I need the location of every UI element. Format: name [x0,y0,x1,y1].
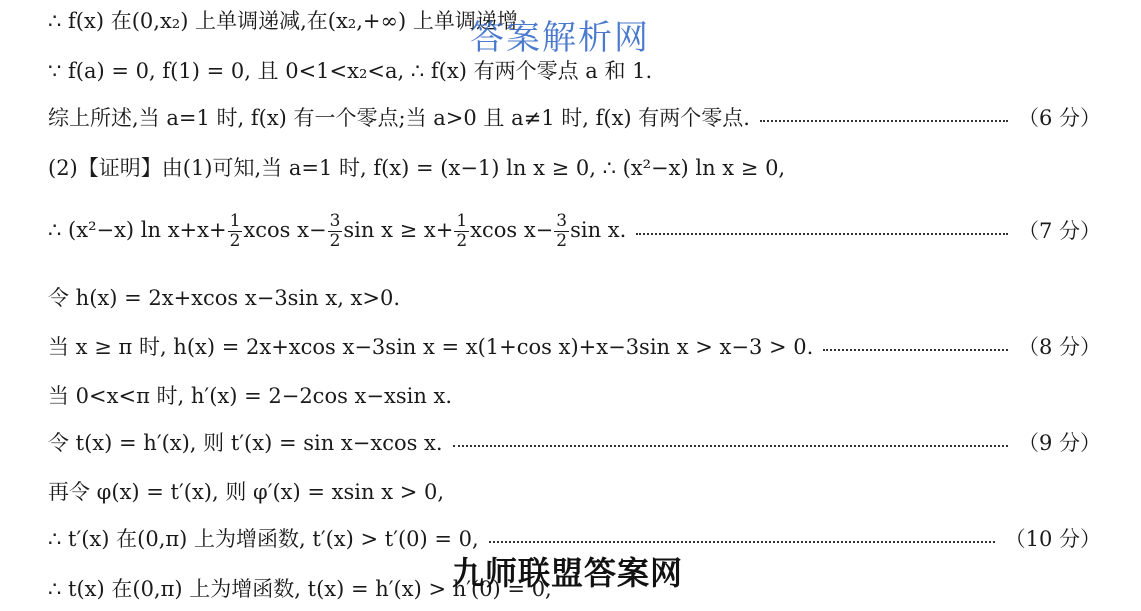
line-text: 令 t(x) = h′(x), 则 t′(x) = sin x−xcos x. [48,431,443,455]
line-text: ∴ t′(x) 在(0,π) 上为增函数, t′(x) > t′(0) = 0, [48,527,479,551]
fraction-numerator: 3 [329,210,341,231]
line-text: 再令 φ(x) = t′(x), 则 φ′(x) = xsin x > 0, [48,480,445,504]
fraction [554,212,569,251]
formula-part: sin x ≥ x+ [343,217,454,242]
line-10 [48,477,1101,507]
score-label: （8 分） [1017,335,1101,359]
dot-leader [823,347,1008,351]
score-label: （7 分） [1017,219,1101,243]
line-text: 当 0<x<π 时, h′(x) = 2−2cos x−xsin x. [48,384,453,408]
score-label: （6 分） [1017,106,1101,130]
fraction [228,212,243,251]
formula-part: sin x. [570,217,627,242]
fraction-numerator: 1 [456,210,468,231]
line-6 [48,283,1101,313]
score-label: （10 分） [1004,527,1101,551]
line-5-inequality [48,208,1101,254]
formula [48,212,626,251]
watermark-top: 答案解析网 [470,18,650,58]
dot-leader [636,231,1008,235]
dot-leader [760,118,1008,122]
formula-part: ∴ (x²−x) ln x+x+ [48,217,227,242]
fraction-denominator: 2 [329,230,341,251]
fraction-denominator: 2 [456,230,468,251]
line-text: ∴ t(x) 在(0,π) 上为增函数, t(x) = h′(x) > h′(0) = 0, [48,577,552,601]
fraction [328,212,343,251]
fraction-numerator: 1 [229,210,241,231]
watermark-bottom: 九师联盟答案网 [452,554,684,592]
line-text: 当 x ≥ π 时, h(x) = 2x+xcos x−3sin x = x(1+cos x)+x−3sin x > x−3 > 0. [48,335,814,359]
line-text: 令 h(x) = 2x+xcos x−3sin x, x>0. [48,286,401,310]
dot-leader [453,443,1008,447]
line-text: (2)【证明】由(1)可知,当 a=1 时, f(x) = (x−1) ln x ≥ 0, ∴ (x²−x) ln x ≥ 0, [48,156,786,180]
line-8 [48,381,1101,411]
formula-part: xcos x− [470,217,554,242]
line-2 [48,56,1101,86]
fraction [454,212,469,251]
line-7 [48,332,1101,362]
formula-part: xcos x− [243,217,327,242]
fraction-numerator: 3 [556,210,568,231]
line-3 [48,103,1101,133]
score-label: （9 分） [1017,431,1101,455]
line-text: 综上所述,当 a=1 时, f(x) 有一个零点;当 a>0 且 a≠1 时, f(x) 有两个零点. [48,106,750,130]
dot-leader [489,539,995,543]
fraction-denominator: 2 [229,230,241,251]
line-text: ∵ f(a) = 0, f(1) = 0, 且 0<1<x₂<a, ∴ f(x) 有两个零点 a 和 1. [48,59,653,83]
line-text: ∴ f(x) 在(0,x₂) 上单调递减,在(x₂,+∞) 上单调递增 [48,9,518,33]
line-4 [48,153,1101,183]
line-9 [48,428,1101,458]
fraction-denominator: 2 [556,230,568,251]
